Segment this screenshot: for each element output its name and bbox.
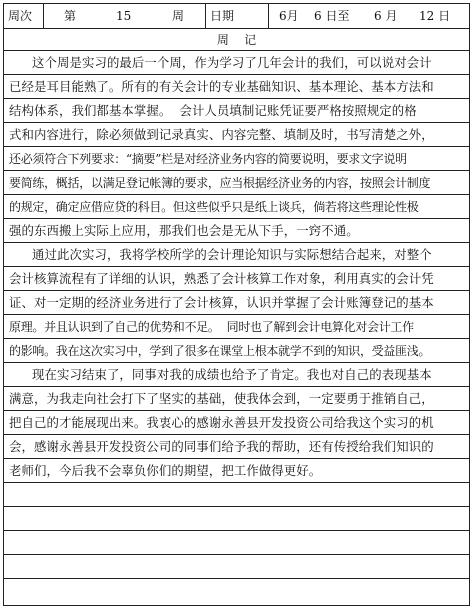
text-line: 把自己的才能展现出来。我衷心的感谢永善县开发投资公司给我这个实习的机 [4, 411, 469, 435]
week-prefix: 第 [64, 9, 77, 23]
text-line: 满意，为我走向社会打下了坚实的基础，使我体会到，一定要勇于推销自己， [4, 387, 469, 411]
blank-line [4, 531, 469, 555]
header-row [4, 4, 469, 29]
text-line: 原理。并且认识到了自己的优势和不足。 同时也了解到会计电算化对会计工作 [4, 315, 469, 339]
text-line: 结构体系，我们都基本掌握。 会计人员填制记账凭证要严格按照规定的格 [4, 99, 469, 123]
journal-sheet [3, 3, 470, 606]
text-line: 式和内容进行，除必须做到记录真实、内容完整、填制及时，书写清楚之外， [4, 123, 469, 147]
text-line: 的影响。我在这次实习中，学到了很多在课堂上根本就学不到的知识，受益匪浅。 [4, 339, 469, 363]
text-line: 会计核算流程有了详细的认识，熟悉了会计核算工作对象，利用真实的会计凭 [4, 267, 469, 291]
text-line: 证、对一定期的经济业务进行了会计核算，认识并掌握了会计账簿登记的基本 [4, 291, 469, 315]
text-line: 现在实习结束了，同事对我的成绩也给予了肯定。我也对自己的表现基本 [4, 363, 469, 387]
week-number: 15 [116, 9, 132, 23]
week-label: 周次 [4, 4, 44, 28]
text-line: 还必须符合下列要求：“摘要”栏是对经济业务内容的简要说明，要求文字说明 [4, 147, 469, 171]
text-line: 要简练，概括，以满足登记帐簿的要求，应当根据经济业务的内容，按照会计制度 [4, 171, 469, 195]
date-label: 日期 [206, 4, 269, 28]
blank-line [4, 483, 469, 507]
section-title: 周 记 [4, 29, 469, 51]
text-line: 强的东西搬上实际上应用，那我们也会是无从下手，一窍不通。 [4, 219, 469, 243]
end-day: 12 日 [419, 9, 451, 23]
week-cell [44, 4, 206, 28]
blank-line [4, 555, 469, 579]
text-line: 会，感谢永善县开发投资公司的同事们给予我的帮助，还有传授给我们知识的 [4, 435, 469, 459]
text-line: 老师们，今后我不会辜负你们的期望，把工作做得更好。 [4, 459, 469, 483]
week-suffix: 周 [172, 9, 185, 23]
text-line: 通过此次实习，我将学校所学的会计理论知识与实际想结合起来，对整个 [4, 243, 469, 267]
blank-line [4, 507, 469, 531]
date-cell [269, 4, 469, 28]
blank-line [4, 579, 469, 603]
end-month: 6 月 [374, 9, 398, 23]
start-day: 6 日至 [314, 9, 350, 23]
start-month: 6月 [279, 9, 299, 23]
journal-body [4, 51, 469, 603]
text-line: 的规定，确定应借应贷的科目。但这些似乎只是纸上谈兵，倘若将这些理论性极 [4, 195, 469, 219]
text-line: 已经是耳目能熟了。所有的有关会计的专业基础知识、基本理论、基本方法和 [4, 75, 469, 99]
text-line: 这个周是实习的最后一个周，作为学习了几年会计的我们，可以说对会计 [4, 51, 469, 75]
